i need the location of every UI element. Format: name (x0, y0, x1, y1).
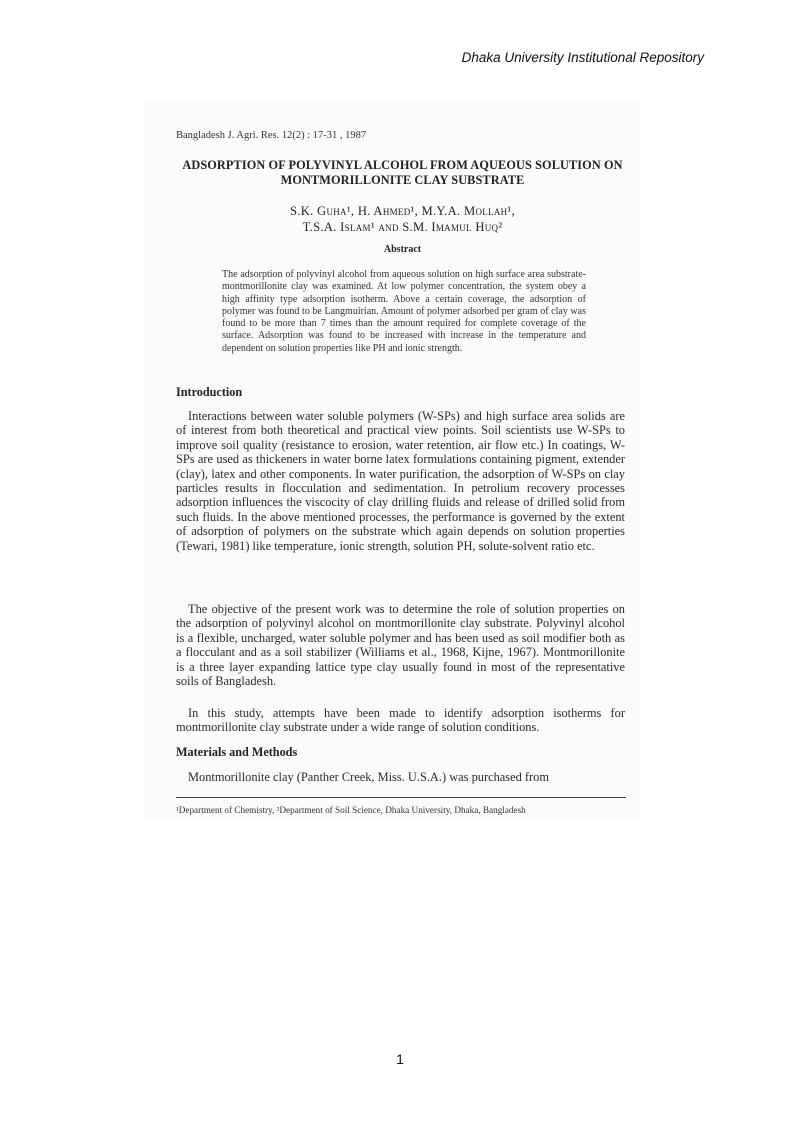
methods-paragraph-1: Montmorillonite clay (Panther Creek, Miss. U.S.A.) was purchased from (188, 770, 549, 784)
intro-paragraph-1: Interactions between water soluble polymers (W-SPs) and high surface area solids are of interest from both theoretical and practical view points. Soil scientists use W-SPs to improve soil quality (resistance to erosion, water retention, air flow etc.) In coatings, W-SPs are used as thickeners in water borne latex formulations containing pigment, extender (clay), latex and other components. In water purification, the adsorption of W-SPs on clay particles results in flocculation and sedimentation. In petrolium recovery processes adsorption influences the viscocity of clay drilling fluids and release of drilled solid from such fluids. In the above mentioned processes, the performance is governed by the extent of adsorption of polymers on the substrate which again depends on solution properties (Tewari, 1981) like temperature, ionic strength, solution PH, solute-solvent ratio etc. (176, 409, 625, 553)
intro-paragraph-2: The objective of the present work was to determine the role of solution properties on the adsorption of polyvinyl alcohol on montmorillonite clay substrate. Polyvinyl alcohol is a flexible, uncharged, water soluble polymer and has been used as soil modifier both as a flocculant and as a soil stabilizer (Williams et al., 1968, Kijne, 1967). Montmorillonite is a three layer expanding lattice type clay usually found in most of the representative soils of Bangladesh. (176, 602, 625, 689)
paper-title: ADSORPTION OF POLYVINYL ALCOHOL FROM AQUEOUS SOLUTION ON MONTMORILLONITE CLAY SUBSTRATE (182, 158, 623, 187)
methods-heading: Materials and Methods (176, 745, 298, 759)
intro-paragraph-3: In this study, attempts have been made to identify adsorption isotherms for montmorillonite clay substrate under a wide range of solution conditions. (176, 706, 625, 735)
abstract-text: The adsorption of polyvinyl alcohol from aqueous solution on high surface area substrate-montmorillonite clay was examined. At low polymer concentration, the system obey a high affinity type adsorption isotherm. Above a certain coverage, the adsorption of polymer was found to be Langmuirian. Amount of polymer adsorbed per gram of clay was found to be more than 7 times than the amount required for complete coverage of the surface. Adsorption was found to be increased with increase in the temperature and dependent on solution properties like PH and ionic strength. (222, 269, 586, 354)
journal-reference: Bangladesh J. Agri. Res. 12(2) : 17-31 , 1987 (176, 130, 367, 141)
repository-header: Dhaka University Institutional Repository (461, 50, 704, 65)
author-line-2: T.S.A. Islam¹ and S.M. Imamul Huq² (302, 220, 503, 234)
introduction-heading: Introduction (176, 385, 243, 399)
footnote: ¹Department of Chemistry, ²Department of Soil Science, Dhaka University, Dhaka, Bangladesh (176, 805, 526, 815)
author-line-1: S.K. Guha¹, H. Ahmed¹, M.Y.A. Mollah¹, (290, 204, 515, 218)
abstract-heading: Abstract (383, 244, 422, 255)
author-list (170, 203, 635, 235)
footnote-divider (176, 797, 626, 798)
page-number: 1 (396, 1051, 404, 1067)
